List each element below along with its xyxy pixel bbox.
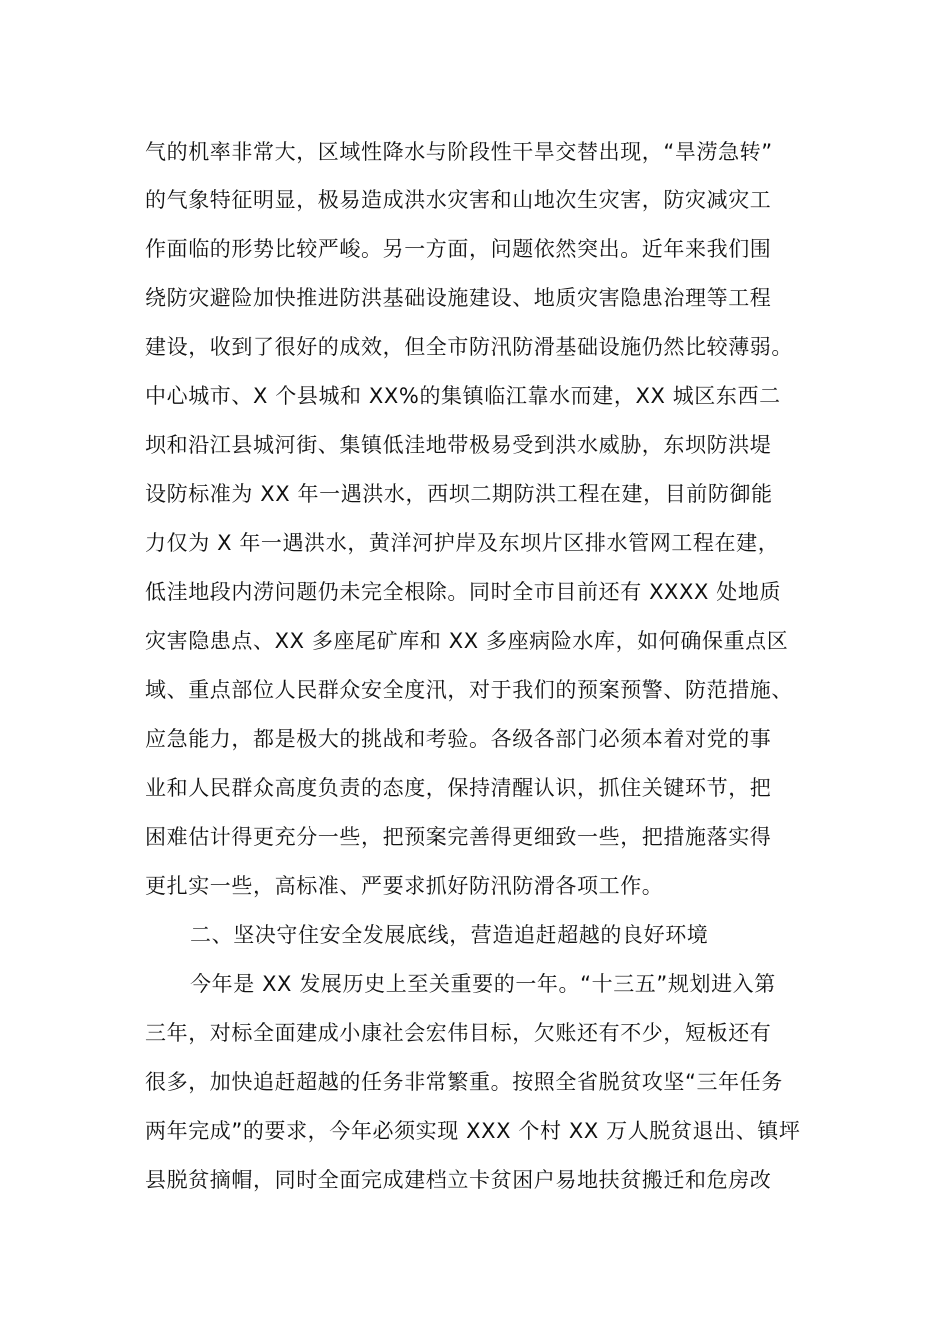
paragraph-line: 灾害隐患点、XX 多座尾矿库和 XX 多座病险水库，如何确保重点区: [145, 629, 789, 653]
paragraph-line: 三年，对标全面建成小康社会宏伟目标，欠账还有不少，短板还有: [145, 1021, 772, 1045]
paragraph-line: 县脱贫摘帽，同时全面完成建档立卡贫困户易地扶贫搬迁和危房改: [145, 1168, 772, 1192]
paragraph-line: 作面临的形势比较严峻。另一方面，问题依然突出。近年来我们围: [145, 237, 772, 261]
paragraph-line: 的气象特征明显，极易造成洪水灾害和山地次生灾害，防灾减灾工: [145, 188, 772, 212]
paragraph-line: 坝和沿江县城河街、集镇低洼地带极易受到洪水威胁，东坝防洪堤: [145, 433, 772, 457]
paragraph-line: 业和人民群众高度负责的态度，保持清醒认识，抓住关键环节，把: [145, 776, 772, 800]
paragraph-line: 困难估计得更充分一些，把预案完善得更细致一些，把措施落实得: [145, 825, 772, 849]
paragraph-line: 建设，收到了很好的成效，但全市防汛防滑基础设施仍然比较薄弱。: [145, 335, 793, 359]
paragraph-line: 很多，加快追赶超越的任务非常繁重。按照全省脱贫攻坚“三年任务: [145, 1070, 783, 1094]
section-heading: 二、坚决守住安全发展底线，营造追赶超越的良好环境: [190, 923, 709, 947]
paragraph-line: 力仅为 X 年一遇洪水，黄洋河护岸及东坝片区排水管网工程在建，: [145, 531, 780, 555]
paragraph-line: 应急能力，都是极大的挑战和考验。各级各部门必须本着对党的事: [145, 727, 772, 751]
paragraph-line: 设防标准为 XX 年一遇洪水，西坝二期防洪工程在建，目前防御能: [145, 482, 773, 506]
paragraph-line: 两年完成”的要求，今年必须实现 XXX 个村 XX 万人脱贫退出、镇坪: [145, 1119, 801, 1143]
paragraph-line: 更扎实一些，高标准、严要求抓好防汛防滑各项工作。: [145, 874, 664, 898]
paragraph-line: 气的机率非常大，区域性降水与阶段性干旱交替出现，“旱涝急转”: [145, 140, 773, 164]
paragraph-line: 绕防灾避险加快推进防洪基础设施建设、地质灾害隐患治理等工程: [145, 286, 772, 310]
paragraph-line: 低洼地段内涝问题仍未完全根除。同时全市目前还有 XXXX 处地质: [145, 580, 782, 604]
paragraph-line: 今年是 XX 发展历史上至关重要的一年。“十三五”规划进入第: [190, 972, 776, 996]
paragraph-line: 中心城市、X 个县城和 XX%的集镇临江靠水而建，XX 城区东西二: [145, 384, 781, 408]
paragraph-line: 域、重点部位人民群众安全度汛，对于我们的预案预警、防范措施、: [145, 678, 793, 702]
